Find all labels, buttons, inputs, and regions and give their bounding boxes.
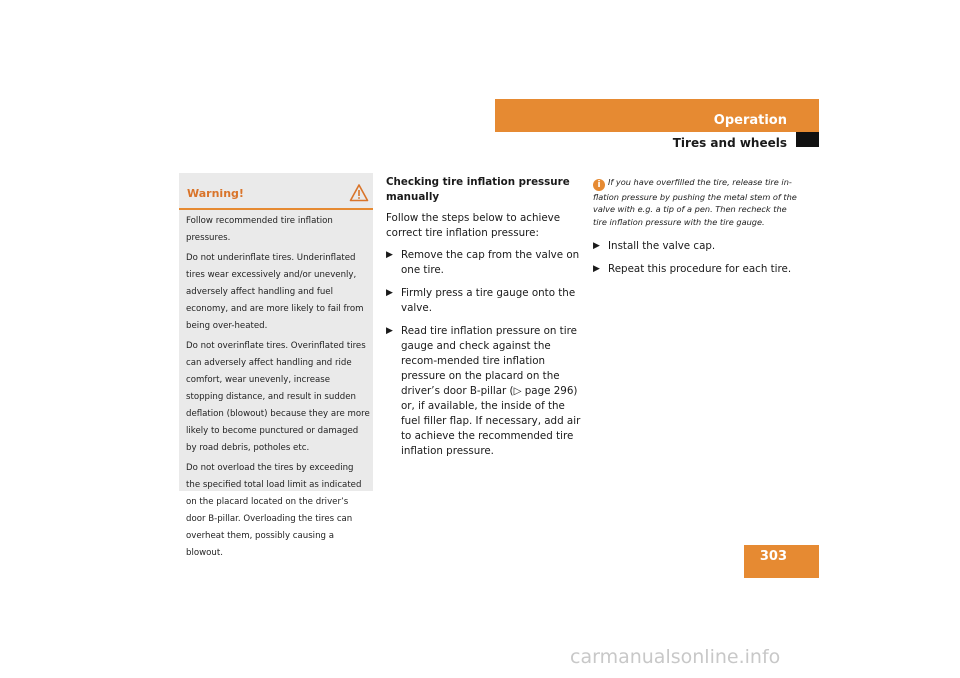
section-tab-marker bbox=[796, 132, 819, 147]
warning-paragraph: Do not underinflate tires. Underinflated tires wear excessively and/or unevenly, adversely affect handling and fuel economy, and are more likely to fail from being over-heated. bbox=[186, 253, 364, 331]
note-column bbox=[593, 176, 798, 285]
step-text: Firmly press a tire gauge onto the valve. bbox=[401, 287, 576, 314]
warning-body bbox=[186, 213, 370, 565]
step-arrow-icon: ▶ bbox=[593, 264, 600, 275]
step-arrow-icon: ▶ bbox=[386, 288, 393, 298]
procedure-step bbox=[386, 286, 582, 316]
step-text: Install the valve cap. bbox=[608, 240, 716, 253]
warning-header bbox=[179, 173, 373, 210]
step-text: Remove the cap from the valve on one tire. bbox=[401, 249, 580, 276]
warning-triangle-icon bbox=[349, 183, 369, 203]
watermark: carmanualsonline.info bbox=[570, 646, 781, 668]
procedure-step bbox=[386, 324, 582, 459]
procedure-column bbox=[386, 175, 582, 467]
step-arrow-icon: ▶ bbox=[593, 241, 600, 252]
info-note bbox=[593, 176, 798, 228]
step-text: Repeat this procedure for each tire. bbox=[608, 263, 792, 276]
procedure-heading: Checking tire inflation pressure manually bbox=[386, 176, 570, 203]
warning-divider bbox=[179, 208, 373, 210]
procedure-step bbox=[593, 262, 798, 277]
section-title: Operation bbox=[713, 113, 787, 128]
procedure-step bbox=[386, 248, 582, 278]
step-arrow-icon: ▶ bbox=[386, 326, 393, 336]
procedure-intro: Follow the steps below to achieve correct tire inflation pressure: bbox=[386, 212, 561, 239]
page-number: 303 bbox=[759, 549, 787, 564]
warning-box bbox=[179, 173, 373, 558]
procedure-step bbox=[593, 239, 798, 254]
warning-title: Warning! bbox=[187, 187, 244, 200]
info-note-text: If you have overfilled the tire, release tire in-flation pressure by pushing the metal stem of the valve with e.g. a tip of a pen. Then recheck the tire inflation pressure with the tire gauge. bbox=[593, 177, 797, 227]
warning-paragraph: Do not overload the tires by exceeding the specified total load limit as indicated on the placard located on the driver’s door B-pillar. Overloading the tires can overheat them, possibly causing a blowout. bbox=[186, 463, 362, 558]
info-icon: i bbox=[593, 179, 605, 191]
subsection-title: Tires and wheels bbox=[672, 136, 787, 150]
step-arrow-icon: ▶ bbox=[386, 250, 393, 260]
warning-paragraph: Do not overinflate tires. Overinflated tires can adversely affect handling and ride comfort, wear unevenly, increase stopping distance, and result in sudden deflation (blowout) because they are more likely to become punctured or damaged by road debris, potholes etc. bbox=[186, 341, 370, 453]
warning-paragraph: Follow recommended tire inflation pressures. bbox=[186, 216, 333, 243]
step-text: Read tire inflation pressure on tire gauge and check against the recom-mended tire inflation pressure on the placard on the driver’s door B-pillar (▷ page 296) or, if available, the inside of the fuel filler flap. If necessary, add air to achieve the recommended tire inflation pressure. bbox=[401, 325, 581, 457]
